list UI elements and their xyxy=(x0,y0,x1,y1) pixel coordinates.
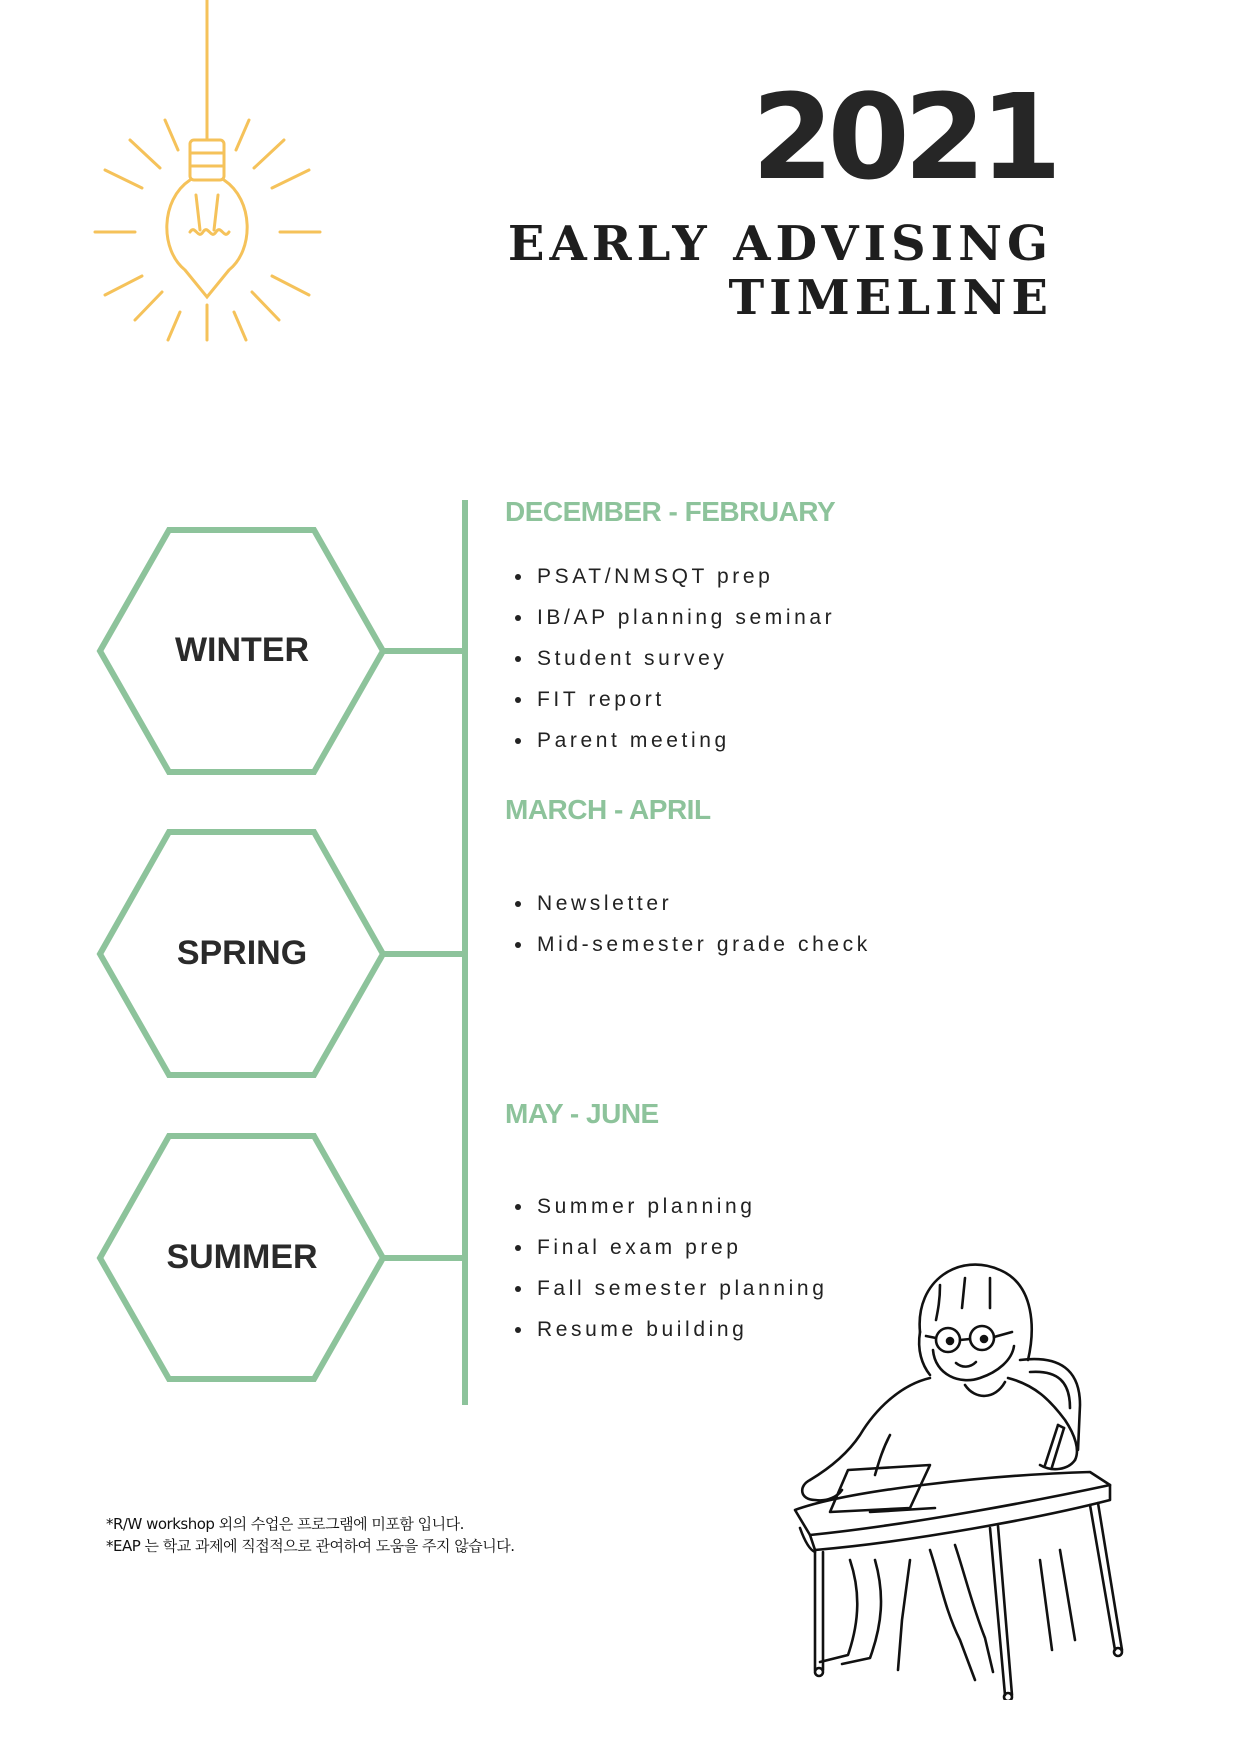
student-at-desk-icon xyxy=(790,1260,1170,1700)
list-item: Final exam prep xyxy=(515,1227,827,1268)
range-heading-winter: DECEMBER - FEBRUARY xyxy=(505,496,836,527)
list-item: Mid-semester grade check xyxy=(515,924,871,965)
range-heading-spring: MARCH - APRIL xyxy=(505,794,711,825)
list-item: IB/AP planning seminar xyxy=(515,597,835,638)
season-label-summer: SUMMER xyxy=(166,1238,318,1276)
list-item: Fall semester planning xyxy=(515,1268,827,1309)
season-label-winter: WINTER xyxy=(174,631,310,669)
page-title-line-2: TIMELINE xyxy=(728,270,1053,326)
list-item: Resume building xyxy=(515,1309,827,1350)
page-title-line-1: EARLY ADVISING xyxy=(507,216,1053,272)
list-item: Newsletter xyxy=(515,883,871,924)
list-item: Student survey xyxy=(515,638,835,679)
spring-items-list xyxy=(515,883,871,965)
list-item: Parent meeting xyxy=(515,720,835,761)
footnote-1: *R/W workshop 외의 수업은 프로그램에 미포함 입니다. xyxy=(106,1515,464,1533)
year-heading: 2021 xyxy=(751,68,1056,206)
list-item: FIT report xyxy=(515,679,835,720)
summer-items-list xyxy=(515,1186,827,1350)
range-heading-summer: MAY - JUNE xyxy=(505,1098,659,1129)
season-label-spring: SPRING xyxy=(176,934,308,972)
footnote-2: *EAP 는 학교 과제에 직접적으로 관여하여 도움을 주지 않습니다. xyxy=(106,1537,515,1555)
lightbulb-icon xyxy=(90,0,330,360)
footnotes xyxy=(106,1513,514,1557)
list-item: Summer planning xyxy=(515,1186,827,1227)
winter-items-list xyxy=(515,556,835,761)
list-item: PSAT/NMSQT prep xyxy=(515,556,835,597)
